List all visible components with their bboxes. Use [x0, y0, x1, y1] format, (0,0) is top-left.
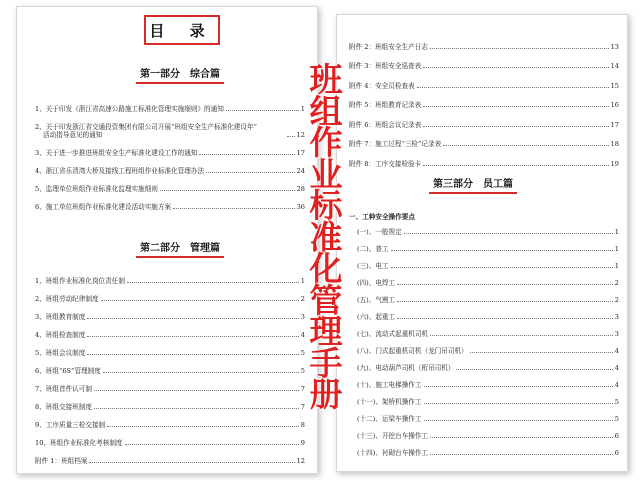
part3-list: [357, 219, 619, 457]
toc-item-label: (三)、电工: [357, 262, 389, 270]
toc-item-page: 1: [614, 262, 619, 270]
dot-leader: [417, 86, 609, 88]
toc-item-page: 4: [614, 381, 619, 389]
toc-item[interactable]: [357, 219, 619, 236]
toc-item[interactable]: [349, 70, 619, 90]
toc-item[interactable]: [35, 95, 305, 113]
toc-item[interactable]: [35, 447, 305, 465]
dot-leader: [430, 436, 613, 438]
dot-leader: [397, 317, 613, 319]
toc-item[interactable]: [35, 193, 305, 211]
toc-item-page: 13: [610, 42, 619, 51]
toc-item-page: 14: [610, 62, 619, 70]
toc-item[interactable]: [35, 139, 305, 157]
toc-item[interactable]: [357, 372, 619, 389]
dot-leader: [103, 371, 299, 373]
toc-item-label: (十四)、衬砌台车操作工: [357, 449, 429, 457]
dot-leader: [430, 453, 613, 455]
toc-item-label-line1: 2、关于印发浙江省交通投资集团有限公司开展“班组安全生产标准化建设年”: [35, 123, 257, 131]
toc-item-page: 28: [296, 185, 305, 193]
toc-item-page: 5: [614, 415, 619, 423]
toc-item[interactable]: [35, 411, 305, 429]
dot-leader: [89, 461, 294, 463]
toc-item-page: 5: [300, 367, 305, 375]
dot-leader: [87, 353, 298, 355]
toc-item-label: (八)、门式起重机司机（龙门吊司机）: [357, 347, 468, 355]
part2-list: [35, 267, 305, 465]
toc-item[interactable]: [357, 338, 619, 355]
toc-item-label: (十三)、开挖台车操作工: [357, 432, 429, 440]
toc-item[interactable]: [35, 321, 305, 339]
dot-leader: [423, 125, 608, 127]
toc-item-page: 2: [300, 295, 305, 303]
dot-leader: [101, 299, 299, 301]
toc-item-page: 17: [610, 120, 619, 129]
banner-char: 标: [309, 186, 343, 225]
toc-item-label: 附件 3：班组安全巡查表: [349, 62, 422, 70]
toc-item[interactable]: [35, 357, 305, 375]
toc-item[interactable]: [349, 129, 619, 149]
toc-item-page: 1: [300, 277, 305, 285]
toc-item-label: (十)、施工电梯操作工: [357, 381, 422, 389]
toc-item-label: 附件 1：班组档案: [35, 457, 88, 465]
dot-leader: [94, 389, 299, 391]
toc-item-label: 8、班组交接班制度: [35, 403, 92, 411]
banner-char: 手: [309, 343, 343, 383]
toc-item-label: [35, 123, 285, 139]
part2-heading: [140, 239, 220, 254]
dot-leader: [199, 153, 294, 155]
toc-item-label: 4、班组检查制度: [35, 331, 86, 339]
dot-leader: [443, 144, 608, 146]
part1-heading: [140, 65, 220, 80]
part1-heading-underline: [136, 82, 224, 84]
banner-char: 作: [309, 123, 343, 162]
toc-item-page: 6: [614, 432, 619, 440]
toc-item-label: (一)、一般规定: [357, 228, 402, 236]
part3-heading-text: 第三部分 员工篇: [433, 179, 513, 190]
toc-item[interactable]: [357, 389, 619, 406]
dot-leader: [404, 232, 613, 234]
toc-item-label: 1、关于印发《浙江省高速公路施工标准化管理实施细则》的通知: [35, 105, 224, 113]
toc-item-page: 2: [614, 279, 619, 287]
toc-item-label: 1、班组作业标准化岗位责任制: [35, 277, 125, 285]
toc-item-page: 36: [296, 203, 305, 211]
toc-item-label: 3、班组教育制度: [35, 313, 86, 321]
toc-item[interactable]: [357, 321, 619, 338]
toc-item-page: 19: [610, 159, 619, 168]
toc-item-label: (九)、电动葫芦司机（桁吊司机）: [357, 364, 455, 372]
toc-item-label-line2: 活动指导意见的通知: [43, 131, 103, 139]
part1-list: [35, 95, 305, 211]
dot-leader: [206, 171, 295, 173]
dot-leader: [87, 317, 298, 319]
toc-item-page: 4: [614, 347, 619, 355]
dot-leader: [423, 66, 608, 68]
toc-item-page: 1: [614, 228, 619, 236]
toc-item-label: 9、工序质量三检交接制: [35, 421, 106, 429]
toc-item-label: (五)、气割工: [357, 296, 396, 304]
banner-char: 业: [309, 154, 343, 194]
toc-item[interactable]: [35, 285, 305, 303]
toc-item-label: 3、关于进一步推进班组安全生产标准化建设工作的通知: [35, 149, 198, 157]
toc-item[interactable]: [349, 148, 619, 168]
toc-item-page: 8: [300, 421, 305, 429]
dot-leader: [397, 300, 613, 302]
banner-char: 班: [309, 60, 343, 99]
toc-item-label: (二)、普工: [357, 245, 389, 253]
dot-leader: [125, 443, 299, 445]
toc-item-page: 16: [610, 101, 619, 109]
toc-item-page: 3: [614, 330, 619, 338]
toc-item[interactable]: [349, 109, 619, 129]
toc-item[interactable]: [35, 267, 305, 285]
toc-item[interactable]: [349, 31, 619, 51]
dot-leader: [391, 266, 613, 268]
dot-leader: [456, 368, 612, 370]
banner-char: 组: [309, 91, 343, 131]
toc-item-label: 附件 6：班组会议记录表: [349, 120, 422, 129]
toc-item[interactable]: [35, 339, 305, 357]
dot-leader: [470, 351, 613, 353]
toc-item-page: 2: [614, 296, 619, 304]
toc-item[interactable]: [357, 236, 619, 253]
toc-item-label: (十一)、架桥机操作工: [357, 398, 422, 406]
toc-item-page: 7: [300, 385, 305, 393]
toc-item-page: 9: [300, 439, 305, 447]
toc-item-page: 24: [296, 167, 305, 175]
toc-item-page: 4: [614, 364, 619, 372]
dot-leader: [226, 109, 299, 111]
toc-item-page: 3: [300, 313, 305, 321]
toc-item-page: 1: [614, 245, 619, 253]
dot-leader: [173, 207, 295, 209]
toc-item-label: 附件 8：工序交接检验卡: [349, 159, 422, 168]
toc-item[interactable]: [357, 253, 619, 270]
dot-leader: [287, 135, 295, 137]
toc-item[interactable]: [357, 423, 619, 440]
toc-item[interactable]: [357, 304, 619, 321]
toc-item-label: 附件 4：安全员检查表: [349, 81, 415, 90]
toc-item[interactable]: [35, 303, 305, 321]
toc-item-page: 4: [300, 331, 305, 339]
toc-item-label: 5、监理单位班组作业标准化监理实施细则: [35, 185, 158, 193]
banner-char: 理: [309, 312, 343, 351]
attachments-list: [349, 31, 619, 168]
banner-char: 化: [309, 249, 343, 288]
toc-item-page: 6: [614, 449, 619, 457]
toc-item[interactable]: [349, 90, 619, 110]
toc-item[interactable]: [357, 270, 619, 287]
toc-item-label: 附件 2：班组安全生产日志: [349, 42, 428, 51]
banner-char: 管: [309, 280, 343, 320]
banner-char: 准: [309, 217, 343, 257]
toc-item[interactable]: [357, 440, 619, 457]
toc-item-label: (七)、流动式起重机司机: [357, 330, 429, 338]
dot-leader: [160, 189, 295, 191]
toc-item[interactable]: [35, 429, 305, 447]
toc-item-label: 10、班组作业标准化考核制度: [35, 439, 123, 447]
dot-leader: [424, 402, 613, 404]
toc-item-page: 15: [610, 81, 619, 90]
toc-item-page: 1: [300, 105, 305, 113]
dot-leader: [107, 425, 299, 427]
toc-item-label: 4、浙江省乐清湾大桥及接线工程班组作业标准化管理办法: [35, 167, 205, 175]
toc-item-label: 7、班组首件认可制: [35, 385, 92, 393]
part1-heading-text: 第一部分 综合篇: [140, 69, 220, 80]
toc-item[interactable]: [35, 393, 305, 411]
toc-item-page: 7: [300, 403, 305, 411]
toc-item-label: (四)、电焊工: [357, 279, 396, 287]
part3-heading-underline: [429, 192, 517, 194]
toc-item-page: 17: [296, 149, 305, 157]
toc-item-page: 12: [296, 131, 305, 139]
toc-item[interactable]: [35, 175, 305, 193]
toc-item-page: 5: [614, 398, 619, 406]
toc-item-page: 18: [610, 140, 619, 148]
toc-item-page: 12: [296, 457, 305, 465]
toc-item[interactable]: [349, 51, 619, 71]
dot-leader: [423, 164, 608, 166]
toc-item[interactable]: [35, 113, 305, 139]
toc-item[interactable]: [35, 375, 305, 393]
part3-subheading: 一、工种安全操作要点: [349, 213, 415, 221]
part2-heading-text: 第二部分 管理篇: [140, 243, 220, 254]
dot-leader: [391, 249, 613, 251]
toc-item-label: (十二)、运梁车操作工: [357, 415, 422, 423]
toc-item[interactable]: [357, 355, 619, 372]
dot-leader: [423, 105, 608, 107]
dot-leader: [397, 283, 613, 285]
vertical-title-banner: [306, 60, 346, 414]
dot-leader: [87, 335, 298, 337]
dot-leader: [424, 385, 613, 387]
toc-title: 目 录: [144, 15, 220, 45]
banner-char: 册: [309, 375, 343, 414]
toc-item[interactable]: [35, 157, 305, 175]
toc-item-page: 3: [614, 313, 619, 321]
dot-leader: [430, 334, 613, 336]
dot-leader: [94, 407, 299, 409]
toc-item-page: 5: [300, 349, 305, 357]
toc-item-label: (六)、起重工: [357, 313, 396, 321]
part2-heading-underline: [136, 256, 224, 258]
toc-item-label: 6、施工单位班组作业标准化建设活动实施方案: [35, 203, 172, 211]
toc-item-label: 附件 5：班组教育记录表: [349, 101, 422, 109]
dot-leader: [424, 419, 613, 421]
toc-item-label: 2、班组劳动纪律制度: [35, 295, 99, 303]
toc-right-page: [336, 14, 628, 472]
toc-item-label: 6、班组“6S”管理制度: [35, 367, 101, 375]
toc-item[interactable]: [357, 287, 619, 304]
dot-leader: [430, 47, 609, 49]
part3-heading: [433, 175, 513, 190]
toc-left-page: [16, 6, 318, 474]
toc-item-label: 附件 7：施工过程“三检”记录表: [349, 140, 442, 148]
toc-item[interactable]: [357, 406, 619, 423]
toc-item-label: 5、班组会议制度: [35, 349, 86, 357]
dot-leader: [127, 281, 299, 283]
